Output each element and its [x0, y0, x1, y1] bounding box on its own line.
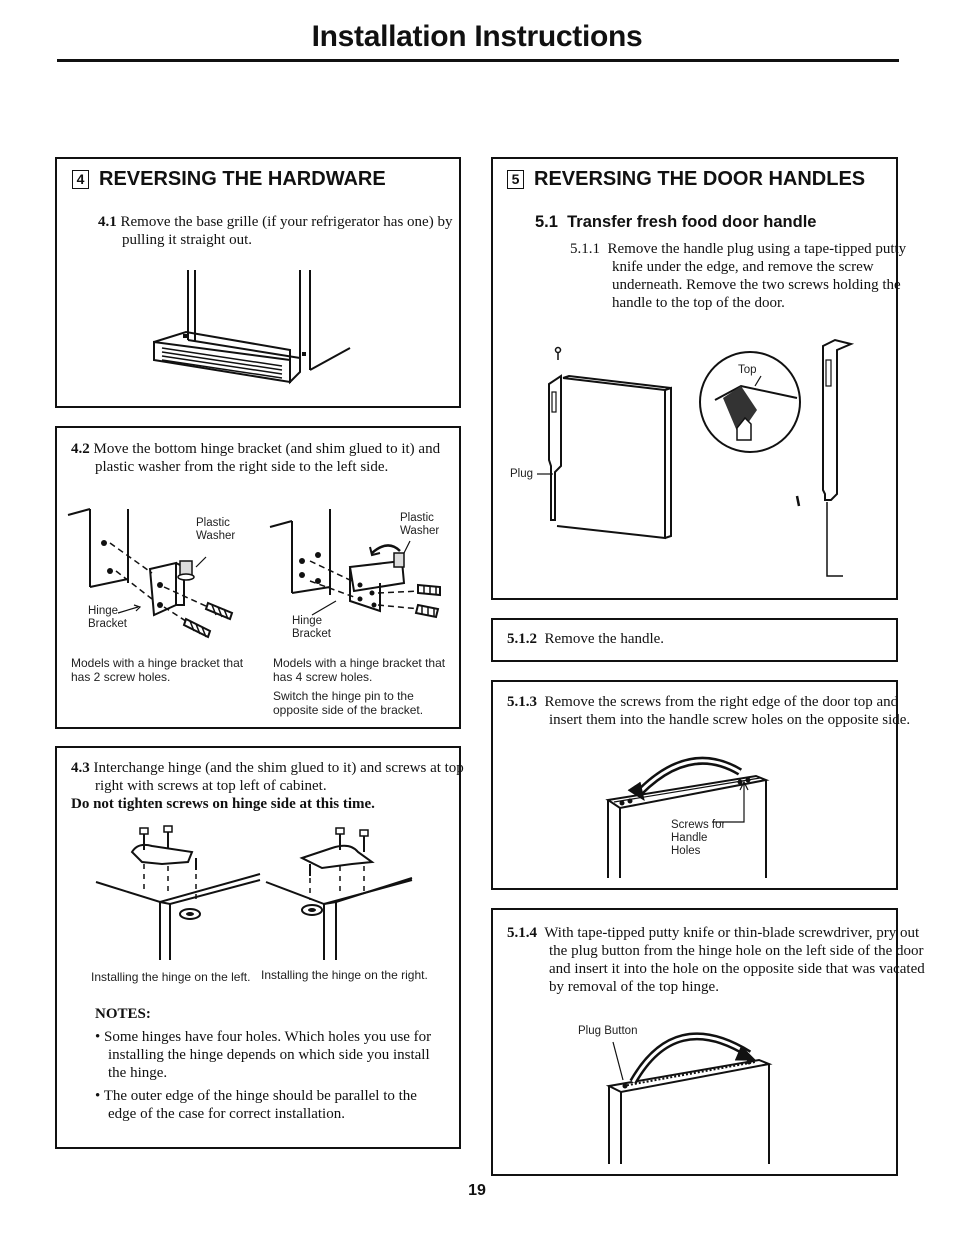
step-5-1-1-number: 5.1.1 [570, 241, 600, 257]
step-4-3-warning: Do not tighten screws on hinge side at this time. [71, 796, 375, 812]
hinge-left-illustration [92, 822, 262, 962]
step-4-1 [98, 213, 472, 249]
hinge-right-illustration [262, 822, 432, 962]
caption-switch-hinge-pin: Switch the hinge pin to the opposite side of the bracket. [273, 689, 424, 717]
step-5-1-3 [507, 693, 929, 729]
note-item: • The outer edge of the hinge should be parallel to the edge of the case for correct installation. [95, 1088, 417, 1122]
step-5-1-2 [507, 630, 887, 648]
door-handle-removal-illustration [505, 340, 865, 585]
step-5-1-4 [507, 924, 929, 996]
step-5-1-2-text: Remove the handle. [544, 631, 665, 647]
step-5-1-3-number: 5.1.3 [507, 694, 537, 710]
step-4-2-number: 4.2 [71, 441, 90, 457]
label-top: Top [738, 364, 757, 376]
label-screws-for-handle-holes: Screws for Handle Holes [671, 819, 726, 857]
caption-hinge-right: Installing the hinge on the right. [261, 968, 428, 982]
section-4-number: 4 [72, 170, 89, 189]
label-plastic-washer-left: Plastic Washer [196, 517, 236, 542]
section-5-1-heading: 5.1 Transfer fresh food door handle [535, 213, 817, 231]
step-4-1-number: 4.1 [98, 214, 117, 230]
door-top-screws-illustration [600, 750, 780, 880]
step-5-1-4-number: 5.1.4 [507, 925, 537, 941]
page-number: 19 [468, 1182, 486, 1199]
step-4-2 [71, 440, 467, 476]
section-4-title: REVERSING THE HARDWARE [99, 168, 386, 190]
step-5-1-1-text: Remove the handle plug using a tape-tipped putty knife under the edge, and remove the screw underneath. Remove the two screws holding the handle to the top of the door. [607, 241, 907, 311]
label-plug: Plug [510, 468, 534, 480]
notes-block [95, 1005, 440, 1128]
notes-heading: NOTES: [95, 1006, 151, 1022]
section-5-title: REVERSING THE DOOR HANDLES [534, 168, 866, 190]
section-5-number: 5 [507, 170, 524, 189]
caption-4-screw-holes: Models with a hinge bracket that has 4 screw holes. [273, 656, 446, 684]
step-4-1-text: Remove the base grille (if your refrigerator has one) by pulling it straight out. [120, 214, 453, 248]
step-5-1-4-text: With tape-tipped putty knife or thin-blade screwdriver, pry out the plug button from the hinge hole on the left side of the door and insert it into the hole on the opposite side that was vacated by removal of the top hinge. [544, 925, 925, 995]
base-grille-illustration [150, 262, 360, 392]
note-item: • Some hinges have four holes. Which holes you use for installing the hinge depends on which side you install the hinge. [95, 1029, 432, 1081]
caption-hinge-left: Installing the hinge on the left. [91, 970, 251, 984]
step-5-1-2-number: 5.1.2 [507, 631, 537, 647]
title-rule [57, 59, 899, 62]
step-4-3 [71, 759, 475, 813]
plug-button-illustration [605, 1030, 785, 1166]
label-plug-button: Plug Button [578, 1025, 638, 1037]
section-5-heading [507, 168, 865, 191]
section-4-heading [72, 168, 386, 191]
label-plastic-washer-right: Plastic Washer [400, 512, 440, 537]
step-5-1-1 [570, 240, 930, 312]
step-4-3-number: 4.3 [71, 760, 90, 776]
step-5-1-3-text: Remove the screws from the right edge of the door top and insert them into the handle screw holes on the opposite side. [544, 694, 911, 728]
label-hinge-bracket-right: Hinge Bracket [292, 615, 331, 640]
page-title: Installation Instructions [311, 20, 643, 53]
step-4-2-text: Move the bottom hinge bracket (and shim glued to it) and plastic washer from the right side to the left side. [93, 441, 441, 475]
step-4-3-text: Interchange hinge (and the shim glued to it) and screws at top right with screws at top left of cabinet. [93, 760, 464, 794]
notes-list [95, 1028, 440, 1123]
caption-2-screw-holes: Models with a hinge bracket that has 2 screw holes. [71, 656, 244, 684]
label-hinge-bracket-left: Hinge Bracket [88, 605, 127, 630]
